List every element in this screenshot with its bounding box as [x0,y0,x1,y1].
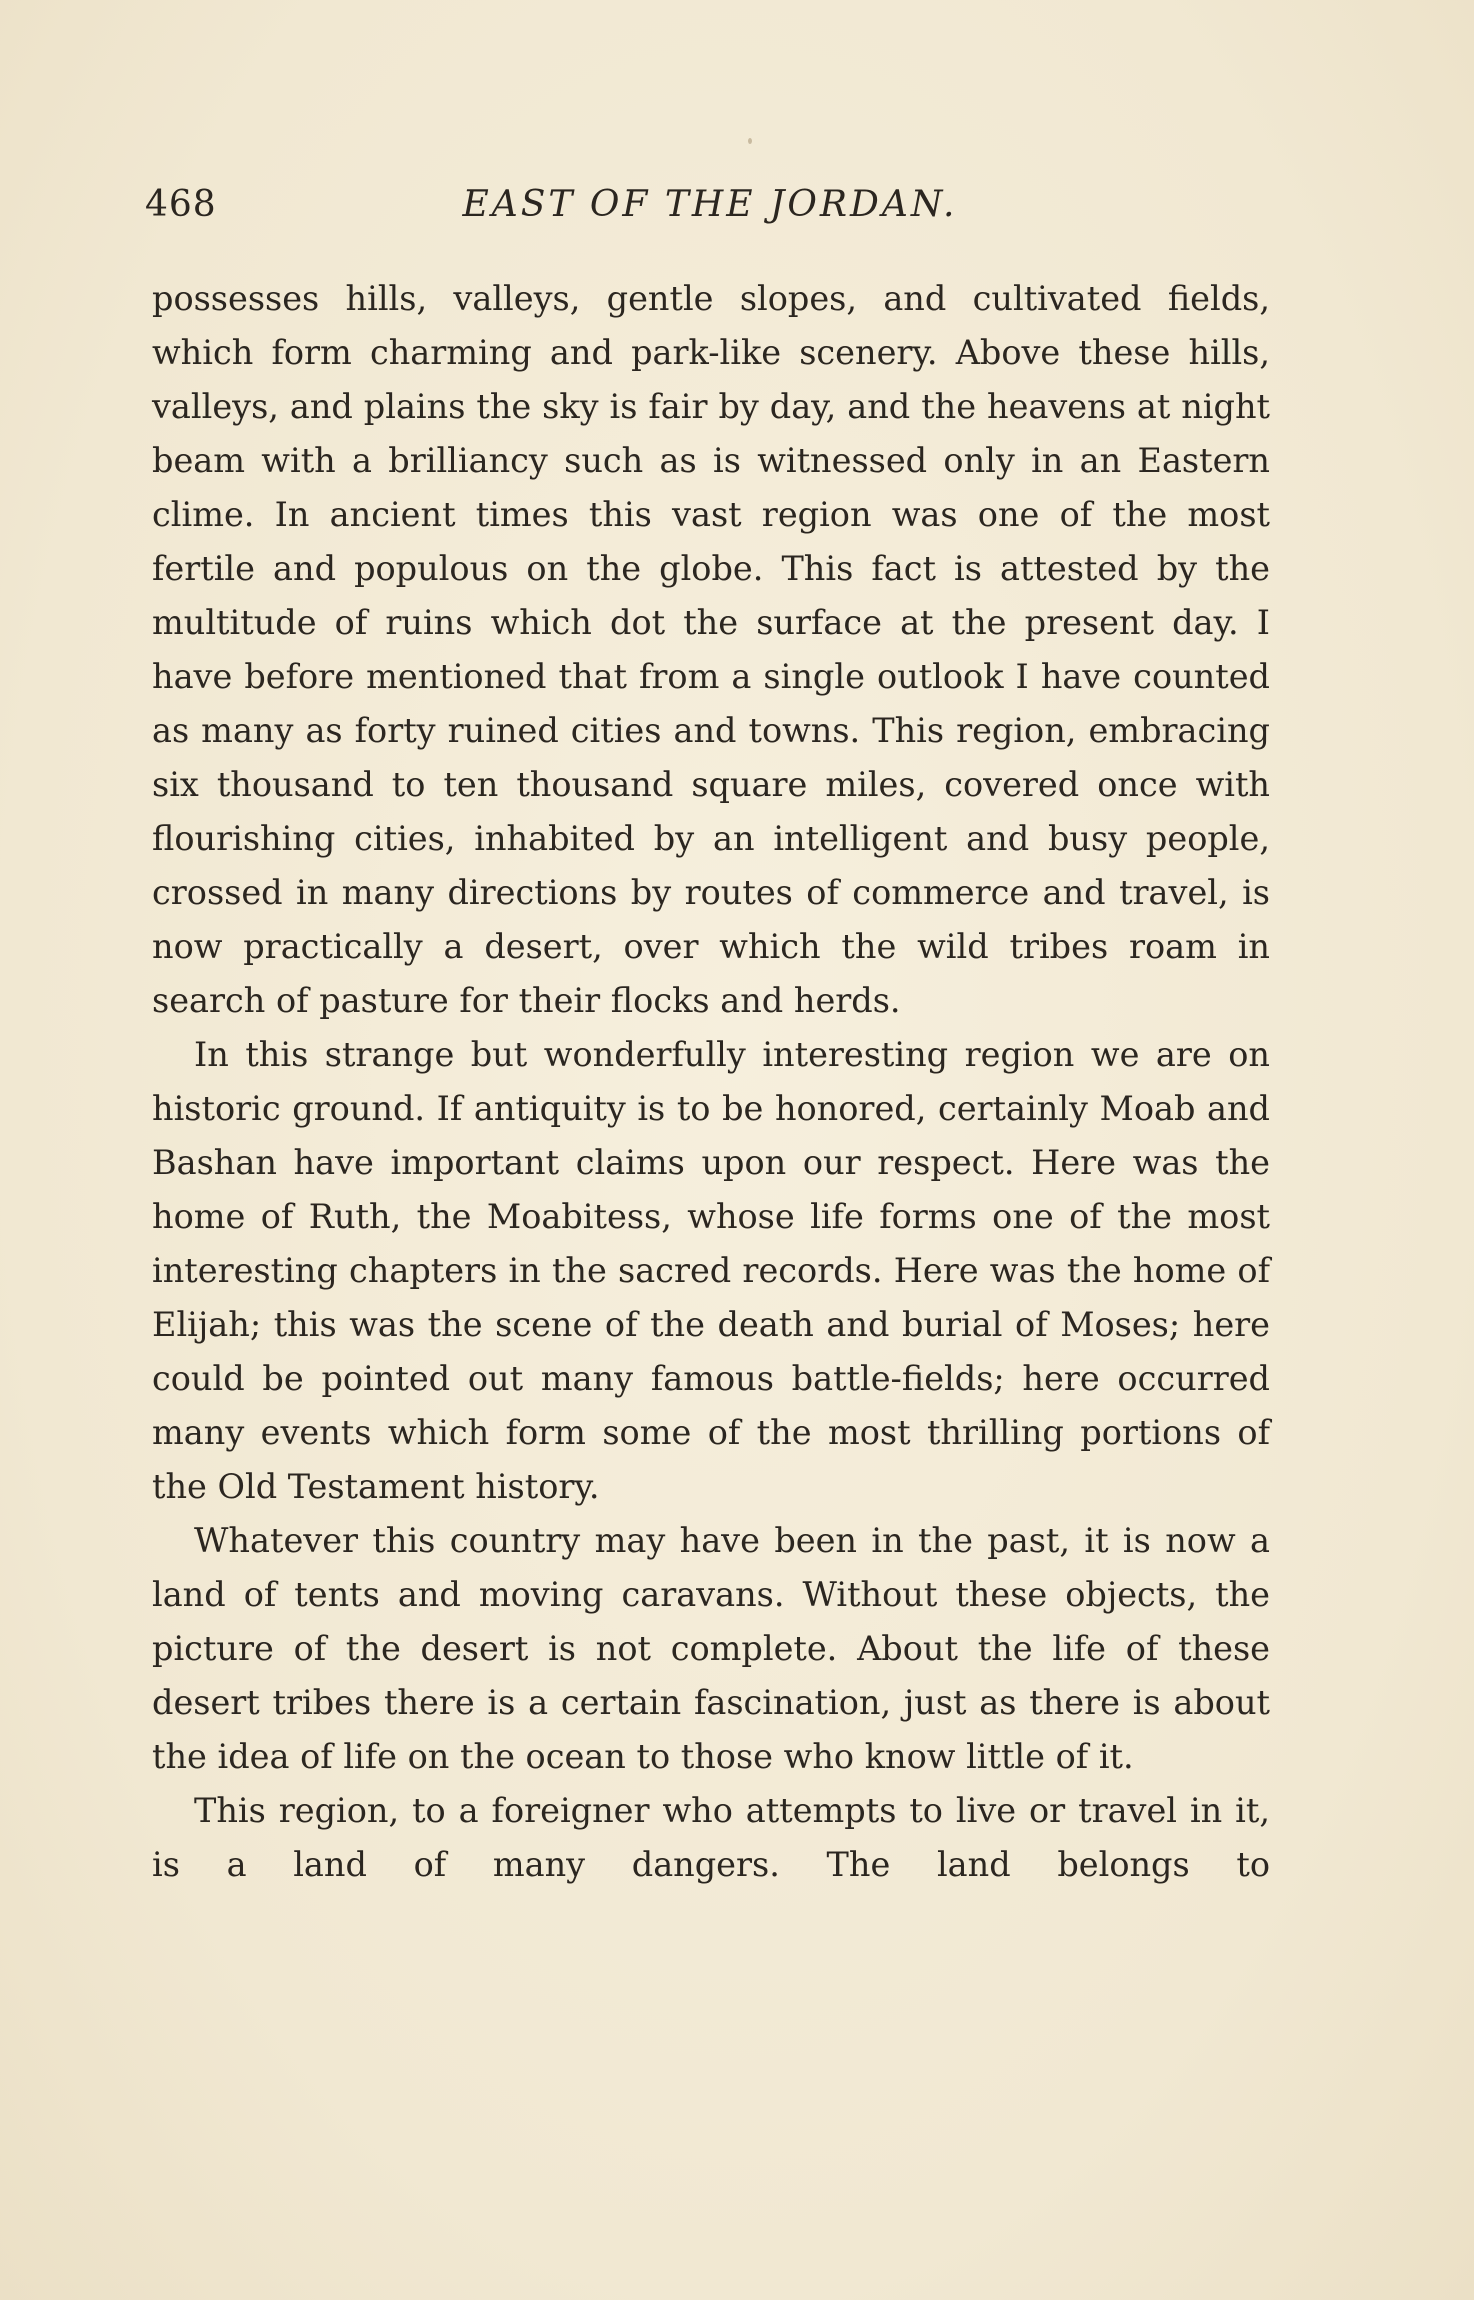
body-text [152,272,1270,1892]
paragraph-3: Whatever this country may have been in the past, it is now a land of tents and moving caravans. Without these objects, the picture of the desert is not complete. About the life of these desert tribes there is a certain fascination, just as there is about the idea of life on the ocean to those who know little of it. [152,1521,1270,1776]
running-head [145,184,1275,244]
paper-speck [748,138,752,144]
page-number: 468 [145,184,217,225]
paragraph-1: possesses hills, valleys, gentle slopes, and cultivated fields, which form charming and park-like scenery. Above these hills, valleys, and plains the sky is fair by day, and the heavens at night beam with a brilliancy such as is witnessed only in an Eastern clime. In ancient times this vast region was one of the most fertile and populous on the globe. This fact is attested by the multitude of ruins which dot the surface at the present day. I have before mentioned that from a single outlook I have counted as many as forty ruined cities and towns. This region, embracing six thousand to ten thousand square miles, covered once with flourishing cities, inhabited by an intelligent and busy people, crossed in many directions by routes of commerce and travel, is now practically a desert, over which the wild tribes roam in search of pasture for their flocks and herds. [152,279,1270,1020]
paragraph-4: This region, to a foreigner who attempts to live or travel in it, is a land of many dangers. The land belongs to [152,1791,1270,1884]
book-title: EAST OF THE JORDAN. [462,184,958,225]
paragraph-2: In this strange but wonderfully interesting region we are on historic ground. If antiquity is to be honored, certainly Moab and Bashan have important claims upon our respect. Here was the home of Ruth, the Moabitess, whose life forms one of the most interesting chapters in the sacred records. Here was the home of Elijah; this was the scene of the death and burial of Moses; here could be pointed out many famous battle-fields; here occurred many events which form some of the most thrilling portions of the Old Testament history. [152,1035,1270,1506]
